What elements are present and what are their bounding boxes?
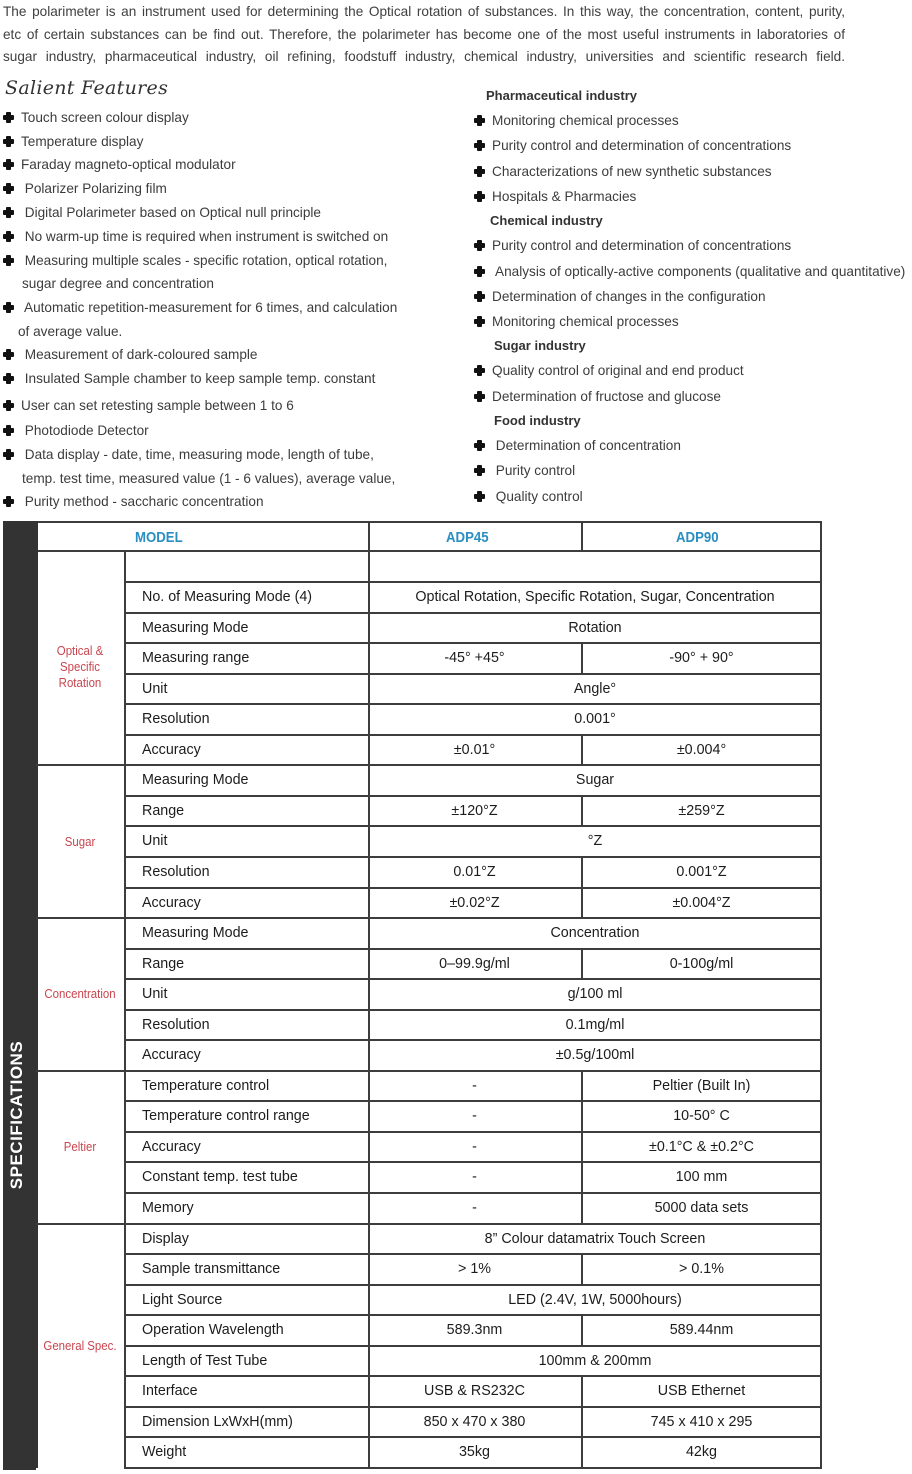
bullet-icon — [474, 240, 485, 251]
spec-value-adp90: 0-100g/ml — [669, 955, 734, 972]
feature-text: Faraday magneto-optical modulator — [21, 157, 236, 172]
spec-value-both: Concentration — [550, 925, 640, 942]
spec-value-adp45: ±0.02°Z — [449, 894, 500, 911]
row-divider — [124, 1161, 822, 1163]
industry-item-text: Determination of concentration — [492, 438, 681, 453]
spec-param-label: Length of Test Tube — [142, 1352, 268, 1369]
spec-value-adp45: - — [472, 1138, 477, 1155]
feature-text-continued: sugar degree and concentration — [22, 276, 214, 291]
spec-value-adp90: 5000 data sets — [654, 1200, 749, 1216]
feature-item — [3, 134, 143, 149]
feature-text: Measuring multiple scales - specific rotation, optical rotation, — [21, 253, 388, 268]
bullet-icon — [3, 373, 14, 384]
feature-text: Data display - date, time, measuring mode, length of tube, — [21, 447, 374, 462]
feature-text: Digital Polarimeter based on Optical null principle — [21, 205, 321, 220]
table-border-left — [36, 521, 38, 1468]
bullet-icon — [3, 136, 14, 147]
bullet-icon — [474, 191, 485, 202]
feature-item — [3, 347, 258, 362]
row-divider — [124, 1039, 822, 1041]
row-divider — [124, 703, 822, 705]
feature-text: User can set retesting sample between 1 to 6 — [21, 398, 294, 413]
row-divider — [124, 856, 822, 858]
row-divider — [124, 612, 822, 614]
bullet-icon — [474, 140, 485, 151]
industry-heading: Sugar industry — [494, 338, 586, 353]
spec-value-adp90: 0.001°Z — [676, 863, 727, 880]
bullet-icon — [474, 266, 485, 277]
bullet-icon — [3, 231, 14, 242]
group-label: Peltier — [63, 1139, 97, 1155]
spec-value-adp45: > 1% — [458, 1261, 491, 1278]
industry-heading: Chemical industry — [490, 213, 603, 228]
spec-param-label: Accuracy — [142, 1047, 201, 1064]
salient-features-title: Salient Features — [5, 77, 169, 99]
industry-item — [474, 138, 791, 153]
spec-value-both: Rotation — [568, 619, 622, 636]
industry-item — [474, 463, 575, 478]
industry-item — [474, 264, 905, 279]
group-divider — [36, 1223, 124, 1225]
spec-value-both: Sugar — [575, 772, 615, 789]
spec-value-adp90: > 0.1% — [679, 1261, 724, 1278]
feature-item — [3, 181, 167, 196]
row-divider — [124, 581, 822, 583]
row-divider — [124, 1223, 822, 1225]
spec-value-both: g/100 ml — [567, 986, 623, 1003]
feature-item — [3, 229, 388, 244]
bullet-icon — [474, 465, 485, 476]
spec-value-adp90: ±0.1°C & ±0.2°C — [648, 1138, 754, 1155]
row-divider — [124, 795, 822, 797]
industry-item — [474, 289, 766, 304]
feature-item — [3, 494, 264, 509]
industry-item-text: Purity control — [492, 463, 576, 478]
spec-value-both: Angle° — [573, 680, 617, 697]
spec-param-label: No. of Measuring Mode (4) — [142, 589, 313, 605]
spec-param-label: Temperature control — [142, 1077, 270, 1094]
spec-param-label: Measuring Mode — [142, 925, 249, 942]
feature-text-continued: of average value. — [18, 324, 123, 339]
table-border-bottom — [124, 1467, 822, 1469]
spec-param-label: Range — [142, 802, 185, 819]
feature-text: No warm-up time is required when instrument is switched on — [21, 229, 389, 244]
intro-line: etc of certain substances can be find out. Therefore, the polarimeter has become one of the most useful instruments in laboratories of — [3, 26, 845, 42]
industry-item — [474, 238, 791, 253]
row-divider — [124, 948, 822, 950]
row-divider — [124, 1436, 822, 1438]
industry-item — [474, 489, 583, 504]
spec-value-adp45: - — [472, 1200, 477, 1216]
bullet-icon — [474, 365, 485, 376]
industry-item-text: Characterizations of new synthetic substances — [492, 164, 772, 179]
spec-value-both: Optical Rotation, Specific Rotation, Sugar, Concentration — [415, 589, 775, 605]
spec-value-adp45: 589.3nm — [446, 1322, 503, 1339]
feature-item — [3, 253, 387, 268]
bullet-icon — [3, 159, 14, 170]
industry-item-text: Quality control — [492, 489, 583, 504]
column-divider-header — [581, 521, 583, 552]
bullet-icon — [3, 449, 14, 460]
feature-text: Purity method - saccharic concentration — [21, 494, 264, 509]
bullet-icon — [3, 255, 14, 266]
spec-param-label: Display — [142, 1230, 189, 1247]
feature-text: Insulated Sample chamber to keep sample temp. constant — [21, 371, 376, 386]
table-header-row — [36, 521, 822, 552]
spec-value-both: 0.1mg/ml — [565, 1016, 625, 1033]
industry-item — [474, 164, 772, 179]
feature-text: Automatic repetition-measurement for 6 times, and calculation — [21, 300, 398, 315]
row-divider — [124, 1406, 822, 1408]
industry-item-text: Quality control of original and end product — [492, 363, 744, 378]
spec-param-label: Resolution — [142, 711, 210, 728]
industry-item — [474, 113, 679, 128]
spec-value-adp45: ±120°Z — [451, 802, 498, 819]
bullet-icon — [474, 291, 485, 302]
row-divider — [124, 734, 822, 736]
row-divider — [124, 1253, 822, 1255]
bullet-icon — [474, 440, 485, 451]
group-divider — [36, 764, 124, 766]
row-divider — [124, 1131, 822, 1133]
spec-value-adp90: 589.44nm — [669, 1322, 734, 1339]
intro-paragraph — [3, 1, 845, 69]
group-divider — [36, 1070, 124, 1072]
spec-value-adp90: ±0.004° — [676, 741, 727, 758]
bullet-icon — [3, 400, 14, 411]
spec-value-adp90: -90° + 90° — [669, 650, 734, 667]
row-divider — [124, 1070, 822, 1072]
spec-value-adp45: 0.01°Z — [453, 863, 496, 880]
industry-item — [474, 438, 681, 453]
spec-value-both: 100mm & 200mm — [538, 1352, 652, 1369]
spec-param-label: Unit — [142, 680, 168, 697]
industry-item-text: Determination of fructose and glucose — [492, 389, 721, 404]
row-divider — [124, 917, 822, 919]
spec-value-both: °Z — [587, 833, 603, 850]
row-divider — [124, 825, 822, 827]
group-label-line: Specific Rotation — [58, 658, 102, 690]
group-label: Concentration — [44, 986, 116, 1002]
group-label — [41, 643, 118, 691]
spec-value-adp45: 35kg — [458, 1444, 490, 1461]
spec-value-adp90: 42kg — [685, 1444, 717, 1461]
header-model: MODEL — [135, 529, 183, 546]
bullet-icon — [3, 496, 14, 507]
industry-item-text: Monitoring chemical processes — [492, 314, 679, 329]
header-adp45: ADP45 — [446, 529, 489, 546]
spec-value-adp90: ±0.004°Z — [672, 894, 731, 911]
spec-value-both: ±0.5g/100ml — [555, 1047, 635, 1064]
spec-value-adp45: - — [472, 1077, 477, 1094]
feature-item — [3, 110, 189, 125]
header-adp90: ADP90 — [676, 529, 719, 546]
row-divider — [124, 1284, 822, 1286]
group-divider — [36, 917, 124, 919]
spec-param-label: Memory — [142, 1200, 194, 1216]
spec-param-label: Temperature control range — [142, 1108, 310, 1125]
industry-heading: Pharmaceutical industry — [486, 88, 637, 103]
spec-value-adp45: USB & RS232C — [424, 1383, 525, 1400]
bullet-icon — [3, 112, 14, 123]
row-divider — [124, 1009, 822, 1011]
spec-value-adp45: -45° +45° — [444, 650, 505, 667]
feature-text-continued: temp. test time, measured value (1 - 6 values), average value, — [22, 471, 396, 486]
spec-value-adp45: 850 x 470 x 380 — [423, 1413, 526, 1430]
spec-value-adp45: ±0.01° — [453, 741, 496, 758]
bullet-icon — [3, 183, 14, 194]
bullet-icon — [474, 166, 485, 177]
spec-param-label: Dimension LxWxH(mm) — [142, 1413, 293, 1430]
feature-text: Photodiode Detector — [21, 423, 149, 438]
bullet-icon — [474, 115, 485, 126]
spec-param-label: Measuring Mode — [142, 772, 249, 789]
spec-param-label: Weight — [142, 1444, 187, 1461]
spec-value-adp45: 0–99.9g/ml — [439, 955, 510, 972]
spec-value-adp45: - — [472, 1108, 477, 1125]
spec-value-adp90: USB Ethernet — [657, 1383, 746, 1400]
spec-param-label: Operation Wavelength — [142, 1322, 284, 1339]
industry-item-text: Purity control and determination of concentrations — [492, 238, 792, 253]
group-label-line: Optical & — [56, 642, 104, 658]
row-divider — [124, 673, 822, 675]
bullet-icon — [3, 425, 14, 436]
spec-param-label: Resolution — [142, 863, 210, 880]
row-divider — [124, 642, 822, 644]
bullet-icon — [3, 207, 14, 218]
group-label: Sugar — [64, 833, 96, 849]
spec-value-both: LED (2.4V, 1W, 5000hours) — [508, 1291, 682, 1308]
spec-param-label: Accuracy — [142, 1138, 201, 1155]
feature-item — [3, 371, 375, 386]
spec-param-label: Resolution — [142, 1016, 210, 1033]
spec-value-both: 0.001° — [574, 711, 616, 728]
row-divider — [124, 1192, 822, 1194]
industry-item — [474, 363, 744, 378]
spec-value-both: 8” Colour datamatrix Touch Screen — [484, 1230, 706, 1247]
industry-item — [474, 314, 679, 329]
group-label: General Spec. — [43, 1337, 117, 1353]
spec-param-label: Constant temp. test tube — [142, 1169, 298, 1186]
spec-value-adp90: 10-50° C — [673, 1108, 730, 1125]
spec-param-label: Measuring Mode — [142, 619, 249, 636]
row-divider — [124, 978, 822, 980]
industry-item-text: Determination of changes in the configuration — [492, 289, 766, 304]
feature-item — [3, 205, 321, 220]
bullet-icon — [474, 491, 485, 502]
row-divider — [124, 1345, 822, 1347]
row-divider — [124, 887, 822, 889]
industry-item — [474, 189, 636, 204]
row-divider — [124, 1375, 822, 1377]
bullet-icon — [474, 391, 485, 402]
feature-item — [3, 423, 149, 438]
spec-param-label: Unit — [142, 833, 168, 850]
feature-text: Touch screen colour display — [21, 110, 189, 125]
feature-item — [3, 447, 374, 462]
spec-param-label: Accuracy — [142, 894, 201, 911]
spec-param-label: Measuring range — [142, 650, 250, 667]
industry-item — [474, 389, 721, 404]
industry-item-text: Monitoring chemical processes — [492, 113, 679, 128]
feature-item — [3, 398, 294, 413]
feature-item — [3, 157, 236, 172]
feature-item — [3, 300, 397, 315]
bullet-icon — [474, 316, 485, 327]
spec-param-label: Light Source — [142, 1291, 223, 1308]
spec-value-adp45: - — [472, 1169, 477, 1186]
row-divider — [124, 764, 822, 766]
spec-value-adp90: 100 mm — [675, 1169, 728, 1186]
spec-value-adp90: ±259°Z — [678, 802, 725, 819]
specifications-sidebar — [3, 521, 36, 1470]
feature-text: Measurement of dark-coloured sample — [21, 347, 258, 362]
spec-value-adp90: Peltier (Built In) — [652, 1077, 751, 1094]
industry-heading: Food industry — [494, 413, 581, 428]
spec-param-label: Range — [142, 955, 185, 972]
intro-line: The polarimeter is an instrument used for determining the Optical rotation of substances. In this way, the concentration, content, purity, — [3, 4, 845, 19]
row-divider — [124, 1314, 822, 1316]
spec-param-label: Accuracy — [142, 741, 201, 758]
intro-line: sugar industry, pharmaceutical industry, oil refining, foodstuff industry, chemical industry, universities and scientific research field. — [3, 49, 845, 64]
industry-item-text: Hospitals & Pharmacies — [492, 189, 637, 204]
row-divider — [124, 1100, 822, 1102]
spec-param-label: Unit — [142, 986, 168, 1003]
industry-item-text: Purity control and determination of concentrations — [492, 138, 792, 153]
spec-param-label: Sample transmittance — [142, 1261, 281, 1278]
industry-item-text: Analysis of optically-active components (qualitative and quantitative) — [492, 264, 906, 279]
feature-text: Temperature display — [21, 134, 144, 149]
spec-param-label: Interface — [142, 1383, 198, 1400]
specifications-label: SPECIFICATIONS — [7, 1040, 26, 1190]
bullet-icon — [3, 302, 14, 313]
feature-text: Polarizer Polarizing film — [21, 181, 167, 196]
bullet-icon — [3, 349, 14, 360]
spec-value-adp90: 745 x 410 x 295 — [650, 1413, 753, 1430]
